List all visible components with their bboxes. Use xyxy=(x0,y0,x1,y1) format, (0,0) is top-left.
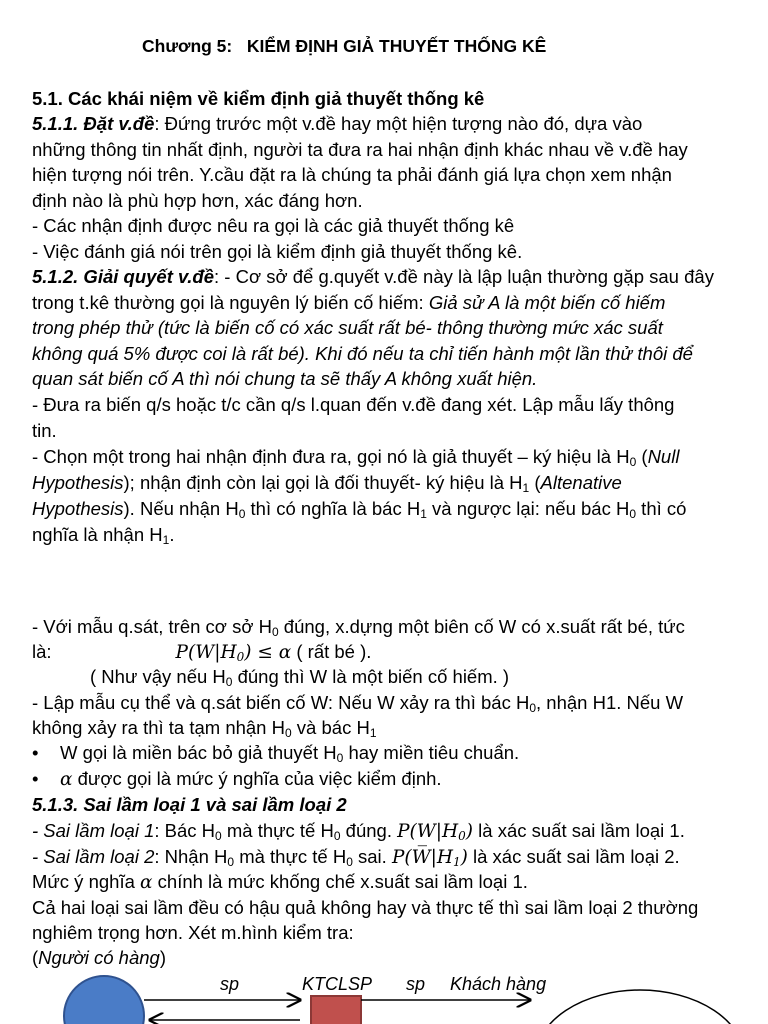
section-5-1-3-heading: 5.1.3. Sai lầm loại 1 và sai lầm loại 2 xyxy=(32,794,347,815)
error-type-1-line: - Sai lầm loại 1: Bác $H_0$ mà thực tế $H_0$ đúng. $P(W|H_0)$ là xác suất sai lầm loại 1. xyxy=(32,820,685,843)
s511-line-1: 5.1.1. Đặt v.đề: Đứng trước một v.đề hay một hiện tượng nào đó, dựa vào xyxy=(32,113,643,134)
label-customer: Khách hàng xyxy=(450,974,547,994)
s511-line-5: - Các nhận định được nêu ra gọi là các giả thuyết thống kê xyxy=(32,215,515,236)
bullet-icon: • xyxy=(32,768,39,789)
w-line-3: ( Như vậy nếu $H_0$ đúng thì W là một biến cố hiếm. ) xyxy=(90,666,510,689)
s512-line-1: 5.1.2. Giải quyết v.đề: - Cơ sở để g.quyết v.đề này là lập luận thường gặp sau đây xyxy=(32,266,714,287)
s512-line-2: trong t.kê thường gọi là nguyên lý biến cố hiếm: Giả sử A là một biến cố hiếm xyxy=(32,292,666,313)
s512-line-8: - Chọn một trong hai nhận định đưa ra, gọi nó là giả thuyết – ký hiệu là $H_0$ (Null xyxy=(32,446,680,469)
error-type-2-line: - Sai lầm loại 2: Nhận $H_0$ mà thực tế $H_0$ sai. $P(W̅|H_1)$ là xác suất sai lầm loại 2. xyxy=(32,846,680,869)
seller-label: (Người có hàng) xyxy=(32,947,166,968)
s511-line-2: những thông tin nhất định, người ta đưa ra hai nhận định khác nhau về v.đề hay xyxy=(32,139,688,160)
s512-line-3: trong phép thử (tức là biến cố có xác suất rất bé- thông thường mức xác suất xyxy=(32,317,663,338)
w-line-5: không xảy ra thì ta tạm nhận $H_0$ và bác $H_1$ xyxy=(32,717,377,740)
consequence-line-2: nghiêm trọng hơn. Xét m.hình kiểm tra: xyxy=(32,922,354,943)
label-ktclsp: KTCLSP xyxy=(302,974,373,994)
s512-line-10: Hypothesis). Nếu nhận $H_0$ thì có nghĩa là bác $H_1$ và ngược lại: nếu bác $H_0$ thì có xyxy=(32,498,687,521)
bullet-item-rejection-region: • W gọi là miền bác bỏ giả thuyết $H_0$ hay miền tiêu chuẩn. xyxy=(32,742,520,765)
s511-line-3: hiện tượng nói trên. Y.cầu đặt ra là chúng ta phải đánh giá lựa chọn xem nhận xyxy=(32,164,672,185)
chapter-title: Chương 5: KIỂM ĐỊNH GIẢ THUYẾT THỐNG KÊ xyxy=(142,36,547,56)
s512-line-5: quan sát biến cố A thì nói chung ta sẽ thấy A không xuất hiện. xyxy=(32,368,538,389)
label-sp-2: sp xyxy=(406,974,426,994)
formula-p-w-h0: $P(W|H_0) \le \alpha$ xyxy=(175,642,292,664)
formula-type1: $P(W|H_0)$ xyxy=(397,821,474,843)
s511-line-6: - Việc đánh giá nói trên gọi là kiểm định giả thuyết thống kê. xyxy=(32,241,523,262)
s512-label: 5.1.2. Giải quyết v.đề xyxy=(32,266,215,287)
label-sp-1: sp xyxy=(220,974,240,994)
customer-ellipse xyxy=(535,990,745,1024)
section-5-1-heading: 5.1. Các khái niệm về kiểm định giả thuyết thống kê xyxy=(32,88,485,109)
s511-line-4: định nào là phù hợp hơn, xác đáng hơn. xyxy=(32,190,363,211)
s511-label: 5.1.1. Đặt v.đề xyxy=(32,113,155,134)
ktclsp-box xyxy=(311,996,361,1024)
bullet-item-significance: • α được gọi là mức ý nghĩa của việc kiểm định. xyxy=(32,768,442,790)
s512-line-4: không quá 5% được coi là rất bé). Khi đó nếu ta chỉ tiến hành một lần thử thôi để xyxy=(32,343,693,364)
w-line-1: - Với mẫu q.sát, trên cơ sở $H_0$ đúng, x.dựng một biên cố W có x.suất rất bé, tức xyxy=(32,616,685,639)
w-line-4: - Lập mẫu cụ thể và q.sát biến cố W: Nếu W xảy ra thì bác $H_0$, nhận H1. Nếu W xyxy=(32,692,684,715)
significance-level-line: Mức ý nghĩa α chính là mức khống chế x.suất sai lầm loại 1. xyxy=(32,871,528,893)
s512-line-9: Hypothesis); nhận định còn lại gọi là đối thuyết- ký hiệu là $H_1$ (Altenative xyxy=(32,472,622,495)
s512-line-11: nghĩa là nhận $H_1$. xyxy=(32,524,175,547)
seller-circle xyxy=(64,976,144,1024)
w-line-2: là: $P(W|H_0) \le \alpha$ ( rất bé ). xyxy=(32,641,372,664)
s512-line-6: - Đưa ra biến q/s hoặc t/c cần q/s l.quan đến v.đề đang xét. Lập mẫu lấy thông xyxy=(32,394,675,415)
bullet-icon: • xyxy=(32,742,39,763)
s512-line-7: tin. xyxy=(32,420,57,441)
consequence-line-1: Cả hai loại sai lầm đều có hậu quả không hay và thực tế thì sai lầm loại 2 thường xyxy=(32,897,699,918)
formula-type2: $P(W̅|H_1)$ xyxy=(391,847,468,869)
